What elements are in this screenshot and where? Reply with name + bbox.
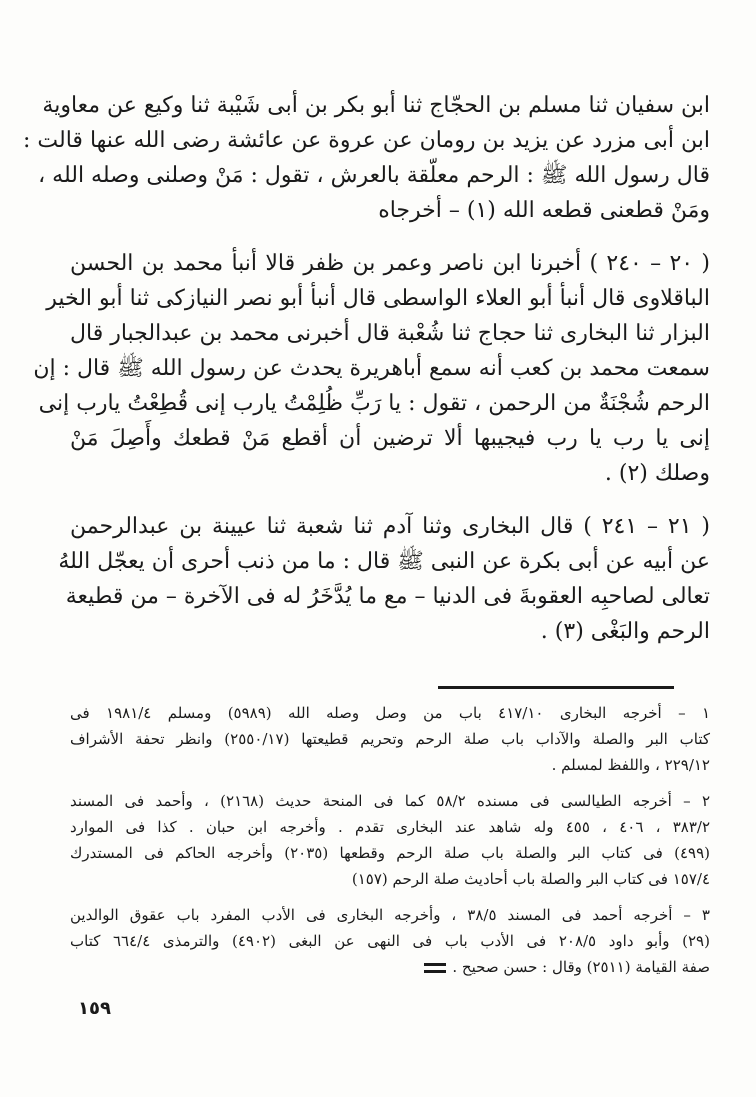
footnote-line: ٢ – أخرجه الطيالسى فى مسنده ٥٨/٢ كما فى المنحة حديث (٢١٦٨) ، وأحمد فى المسند	[70, 792, 711, 810]
text-line: عن أبيه عن أبى بكرة عن النبى ﷺ قال : ما من ذنب أحرى أن يعجّل اللهُ	[58, 549, 710, 574]
text-line: ومَنْ قطعنى قطعه الله (١) – أخرجاه	[378, 198, 710, 223]
footnote-line: (٤٩٩) فى كتاب البر والصلة باب صلة الرحم وقطعها (٢٠٣٥) وأخرجه الحاكم فى المستدرك	[70, 844, 710, 862]
footnote-line: ٣٨٣/٢ ، ٤٠٦ ، ٤٥٥ وله شاهد عند البخارى تقدم . وأخرجه ابن حبان . كذا فى الموارد	[70, 818, 710, 836]
text-line: سمعت محمد بن كعب أنه سمع أباهريرة يحدث عن رسول الله ﷺ قال : إن	[33, 356, 710, 381]
footnote-line: (٢٩) وأبو داود ٢٠٨/٥ فى الأدب باب فى النهى عن البغى (٤٩٠٢) والترمذى ٦٦٤/٤ كتاب	[70, 932, 710, 950]
main-text	[23, 88, 710, 649]
text-line: الرحم شُجْنَةٌ من الرحمن ، تقول : يا رَبِّ ظُلِمْتُ يارب إنى قُطِعْتُ يارب إنى	[38, 391, 710, 416]
footnote	[70, 700, 710, 778]
footnote-line-end	[70, 954, 710, 980]
paragraph	[33, 246, 710, 491]
footnote-line: كتاب البر والصلة والآداب باب صلة الرحم وتحريم قطيعتها (٢٥٥٠/١٧) وانظر تحفة الأشراف	[70, 730, 710, 748]
text-line: إنى يا رب يا رب فيجيبها ألا ترضين أن أقطع مَنْ قطعك وأَصِلَ مَنْ	[70, 426, 710, 451]
footnotes	[70, 700, 710, 980]
paragraph	[23, 88, 710, 228]
footnote-line: ١٥٧/٤ فى كتاب البر والصلة باب أحاديث صلة الرحم (١٥٧)	[351, 870, 710, 888]
end-of-page-mark	[424, 963, 446, 973]
text-line: ابن أبى مزرد عن يزيد بن رومان عن عروة عن عائشة رضى الله عنها قالت :	[23, 128, 710, 153]
footnote-line: صفة القيامة (٢٥١١) وقال : حسن صحيح .	[452, 958, 710, 976]
text-line: وصلك (٢) .	[604, 461, 710, 486]
text-line: الرحم والبَغْى (٣) .	[540, 619, 710, 644]
footnote-line: ١ – أخرجه البخارى ٤١٧/١٠ باب من وصل وصله الله (٥٩٨٩) ومسلم ١٩٨١/٤ فى	[70, 704, 710, 722]
footnote	[70, 902, 710, 980]
footnote-line: ٢٢٩/١٢ ، واللفظ لمسلم .	[551, 756, 710, 774]
text-line: قال رسول الله ﷺ : الرحم معلّقة بالعرش ، تقول : مَنْ وصلنى وصله الله ،	[38, 163, 710, 188]
text-line: ( ٢٠ – ٢٤٠ ) أخبرنا ابن ناصر وعمر بن ظفر قالا أنبأ محمد بن الحسن	[70, 251, 710, 276]
text-line: الباقلاوى قال أنبأ أبو العلاء الواسطى قال أنبأ أبو نصر النيازكى ثنا أبو الخير	[46, 286, 710, 311]
footnote-separator	[438, 686, 674, 689]
footnote-line: ٣ – أخرجه أحمد فى المسند ٣٨/٥ ، وأخرجه البخارى فى الأدب المفرد باب عقوق الوالدين	[70, 906, 710, 924]
text-line: البزار ثنا البخارى ثنا حجاج ثنا شُعْبة قال أخبرنى محمد بن عبدالجبار قال	[70, 321, 710, 346]
footnote	[70, 788, 710, 892]
page-number: ١٥٩	[78, 998, 111, 1019]
paragraph	[58, 509, 710, 649]
text-line: ( ٢١ – ٢٤١ ) قال البخارى وثنا آدم ثنا شعبة ثنا عيينة بن عبدالرحمن	[70, 514, 710, 539]
text-line: تعالى لصاحبِه العقوبةَ فى الدنيا – مع ما يُدَّخَرُ له فى الآخرة – من قطيعة	[65, 584, 710, 609]
text-line: ابن سفيان ثنا مسلم بن الحجّاج ثنا أبو بكر بن أبى شَيْبة ثنا وكيع عن معاوية	[42, 93, 710, 118]
